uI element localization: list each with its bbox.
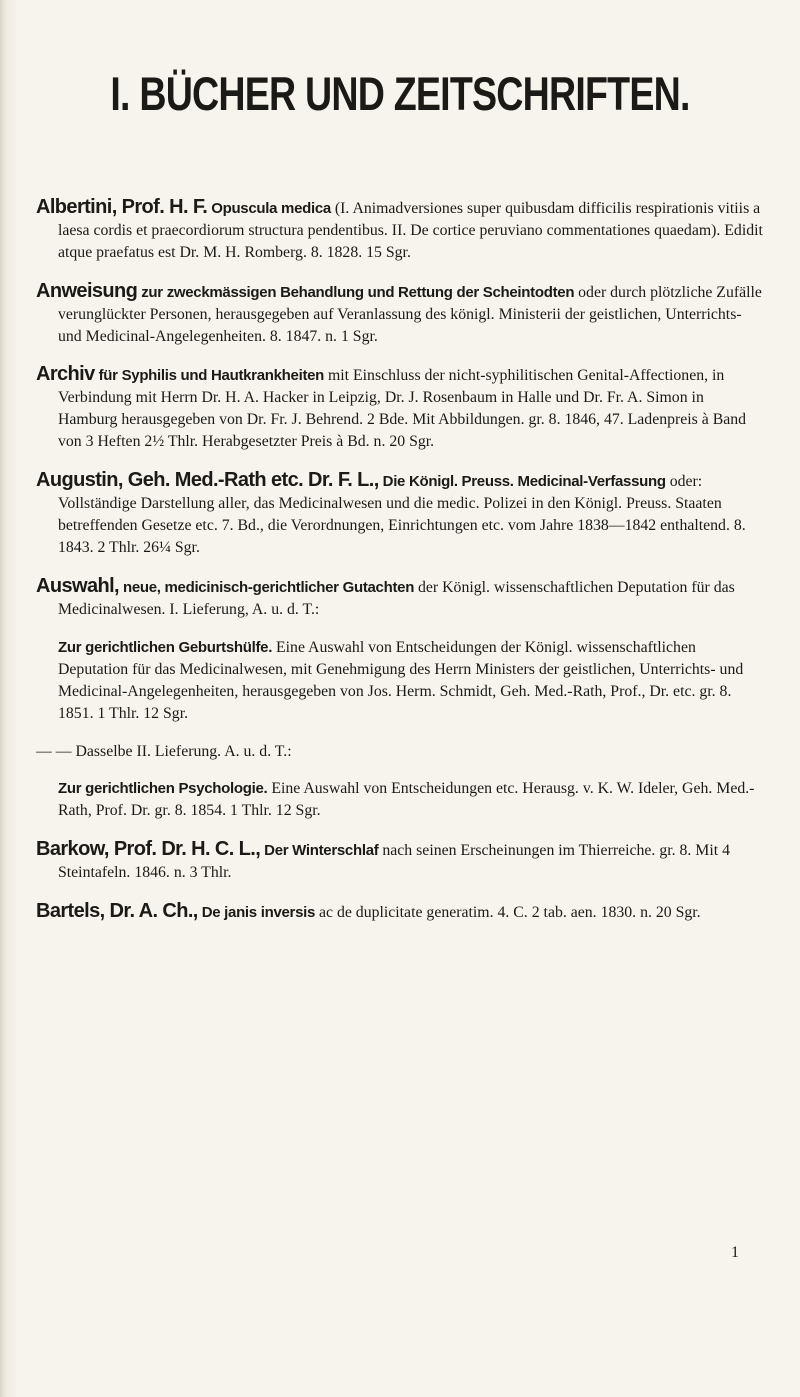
entry-subtitle: Zur gerichtlichen Psychologie. (58, 780, 268, 798)
entry-author: Barkow, Prof. Dr. H. C. L., (36, 838, 261, 861)
entry-author: Auswahl, (36, 574, 119, 597)
entry-subtitle: Zur gerichtlichen Geburtshülfe. (58, 638, 273, 656)
entry-details: oder durch plötzliche Zufälle verunglückter Personen, herausgegeben auf Veranlassung des königl. Ministerii der geistlichen, Unterrichts- und Medicinal-Angelegenheiten. 8. 1847. n. 1 Sgr. (58, 283, 762, 345)
entry-author: Augustin, Geh. Med.-Rath etc. Dr. F. L., (36, 469, 379, 492)
entry-details: oder: Vollständige Darstellung aller, das Medicinalwesen und die medic. Polizei in den Königl. Preuss. Staaten betreffenden Gesetze etc. 7. Bd., die Verordnungen, Einrichtungen etc. vom Jahre 1838—1842 enthaltend. 8. 1843. 2 Thlr. 26¼ Sgr. (58, 473, 746, 557)
page-title: I. BÜCHER UND ZEITSCHRIFTEN. (110, 67, 690, 120)
entry-title: Der Winterschlaf (264, 842, 379, 860)
entry-details: mit Einschluss der nicht-syphilitischen Genital-Affectionen, in Verbindung mit Herrn Dr. H. A. Hacker in Leipzig, Dr. J. Rosenbaum in Halle und Dr. Fr. A. Simon in Hamburg herausgegeben von Dr. Fr. J. Behrend. 2 Bde. Mit Abbildungen. gr. 8. 1846, 47. Ladenpreis à Band von 3 Heften 2½ Thlr. Herabgesetzter Preis à Bd. n. 20 Sgr. (58, 367, 747, 451)
entry-title: Die Königl. Preuss. Medicinal-Verfassung (382, 473, 666, 491)
entry-author: Albertini, Prof. H. F. (36, 195, 208, 218)
list-item (36, 575, 766, 621)
entry-author: Anweisung (36, 279, 138, 302)
entry-title: zur zweckmässigen Behandlung und Rettung der Scheintodten (141, 283, 575, 301)
list-item (36, 637, 766, 725)
page-number: 1 (731, 1244, 739, 1261)
entry-title: für Syphilis und Hautkrankheiten (98, 367, 325, 385)
entry-author: Bartels, Dr. A. Ch., (36, 899, 198, 922)
entry-details: (I. Animadversiones super quibusdam difficilis respirationis vitiis a laesa cordis et praecordiorum structura pendentibus. II. De cortice peruviano commentationes quaedam). Edidit atque praefatus est Dr. M. H. Romberg. 8. 1828. 15 Sgr. (58, 199, 763, 261)
entry-details: Eine Auswahl von Entscheidungen etc. Herausg. v. K. W. Ideler, Geh. Med.-Rath, Prof. Dr. gr. 8. 1854. 1 Thlr. 12 Sgr. (58, 780, 755, 820)
entry-details: — — Dasselbe II. Lieferung. A. u. d. T.: (36, 742, 292, 760)
entry-details: der Königl. wissenschaftlichen Deputation für das Medicinalwesen. I. Lieferung, A. u. d. T.: (58, 578, 735, 618)
list-item (36, 741, 766, 763)
list-item (36, 900, 766, 924)
entry-details: nach seinen Erscheinungen im Thierreiche. gr. 8. Mit 4 Steintafeln. 1846. n. 3 Thlr. (58, 842, 730, 882)
entry-details: ac de duplicitate generatim. 4. C. 2 tab. aen. 1830. n. 20 Sgr. (318, 903, 701, 921)
entry-author: Archiv (36, 363, 95, 386)
list-item (36, 838, 766, 884)
list-item (36, 778, 766, 822)
entry-details: Eine Auswahl von Entscheidungen der Königl. wissenschaftlichen Deputation für das Medicinalwesen, mit Genehmigung des Herrn Ministers der geistlichen, Unterrichts- und Medicinal-Angelegenheiten, herausgegeben von Jos. Herm. Schmidt, Geh. Med.-Rath, Prof., Dr. etc. gr. 8. 1851. 1 Thlr. 12 Sgr. (58, 638, 744, 722)
entry-title: Opuscula medica (211, 199, 331, 217)
list-item (36, 363, 766, 453)
list-item (36, 280, 766, 348)
list-item (36, 196, 766, 264)
entry-title: neue, medicinisch-gerichtlicher Gutachten (122, 578, 415, 596)
entry-title: De janis inversis (201, 903, 316, 921)
list-item (36, 469, 766, 559)
bibliography-list (36, 180, 766, 936)
